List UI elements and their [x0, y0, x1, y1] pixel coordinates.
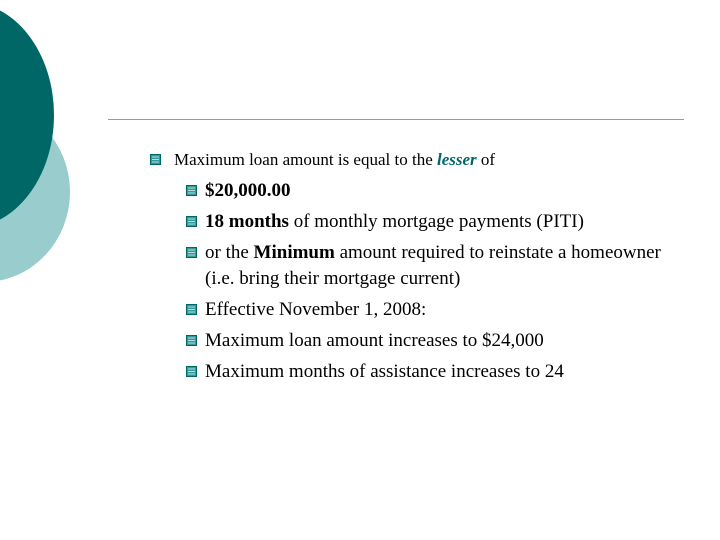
- main-item-text: Maximum loan amount is equal to the: [174, 150, 437, 169]
- sub-item-loan-increase-text: Maximum loan amount increases to $24,000: [205, 330, 544, 351]
- sub-item-minimum-bold: Minimum: [253, 242, 335, 263]
- main-item-emphasis: lesser: [437, 150, 477, 169]
- sub-item-effective: [186, 297, 690, 323]
- sub-item-minimum: [186, 240, 690, 292]
- sub-item-months: [186, 209, 690, 235]
- square-bullet-icon: [186, 335, 197, 346]
- sub-item-minimum-prefix: or the: [205, 242, 254, 263]
- square-bullet-icon: [186, 304, 197, 315]
- bullet-item-main: [150, 148, 690, 172]
- main-item-text-after: of: [476, 150, 496, 169]
- square-bullet-icon: [186, 216, 197, 227]
- sub-item-amount-bold: $20,000.00: [205, 180, 291, 201]
- sub-item-months-increase: [186, 359, 690, 385]
- title-divider: [108, 119, 684, 120]
- square-bullet-icon: [150, 154, 161, 165]
- square-bullet-icon: [186, 185, 197, 196]
- slide-content: [150, 148, 690, 390]
- square-bullet-icon: [186, 366, 197, 377]
- sub-item-months-text: of monthly mortgage payments (PITI): [288, 211, 584, 232]
- sub-item-amount: [186, 178, 690, 204]
- sub-item-loan-increase: [186, 328, 690, 354]
- square-bullet-icon: [186, 247, 197, 258]
- sub-item-minimum-text: amount required to reinstate a homeowner (i.e. bring their mortgage current): [205, 242, 661, 289]
- sub-item-months-bold: 18 months: [205, 211, 289, 232]
- sub-item-effective-text: Effective November 1, 2008:: [205, 299, 427, 320]
- sub-bullet-list: [186, 178, 690, 385]
- sub-item-months-increase-text: Maximum months of assistance increases to 24: [205, 361, 564, 382]
